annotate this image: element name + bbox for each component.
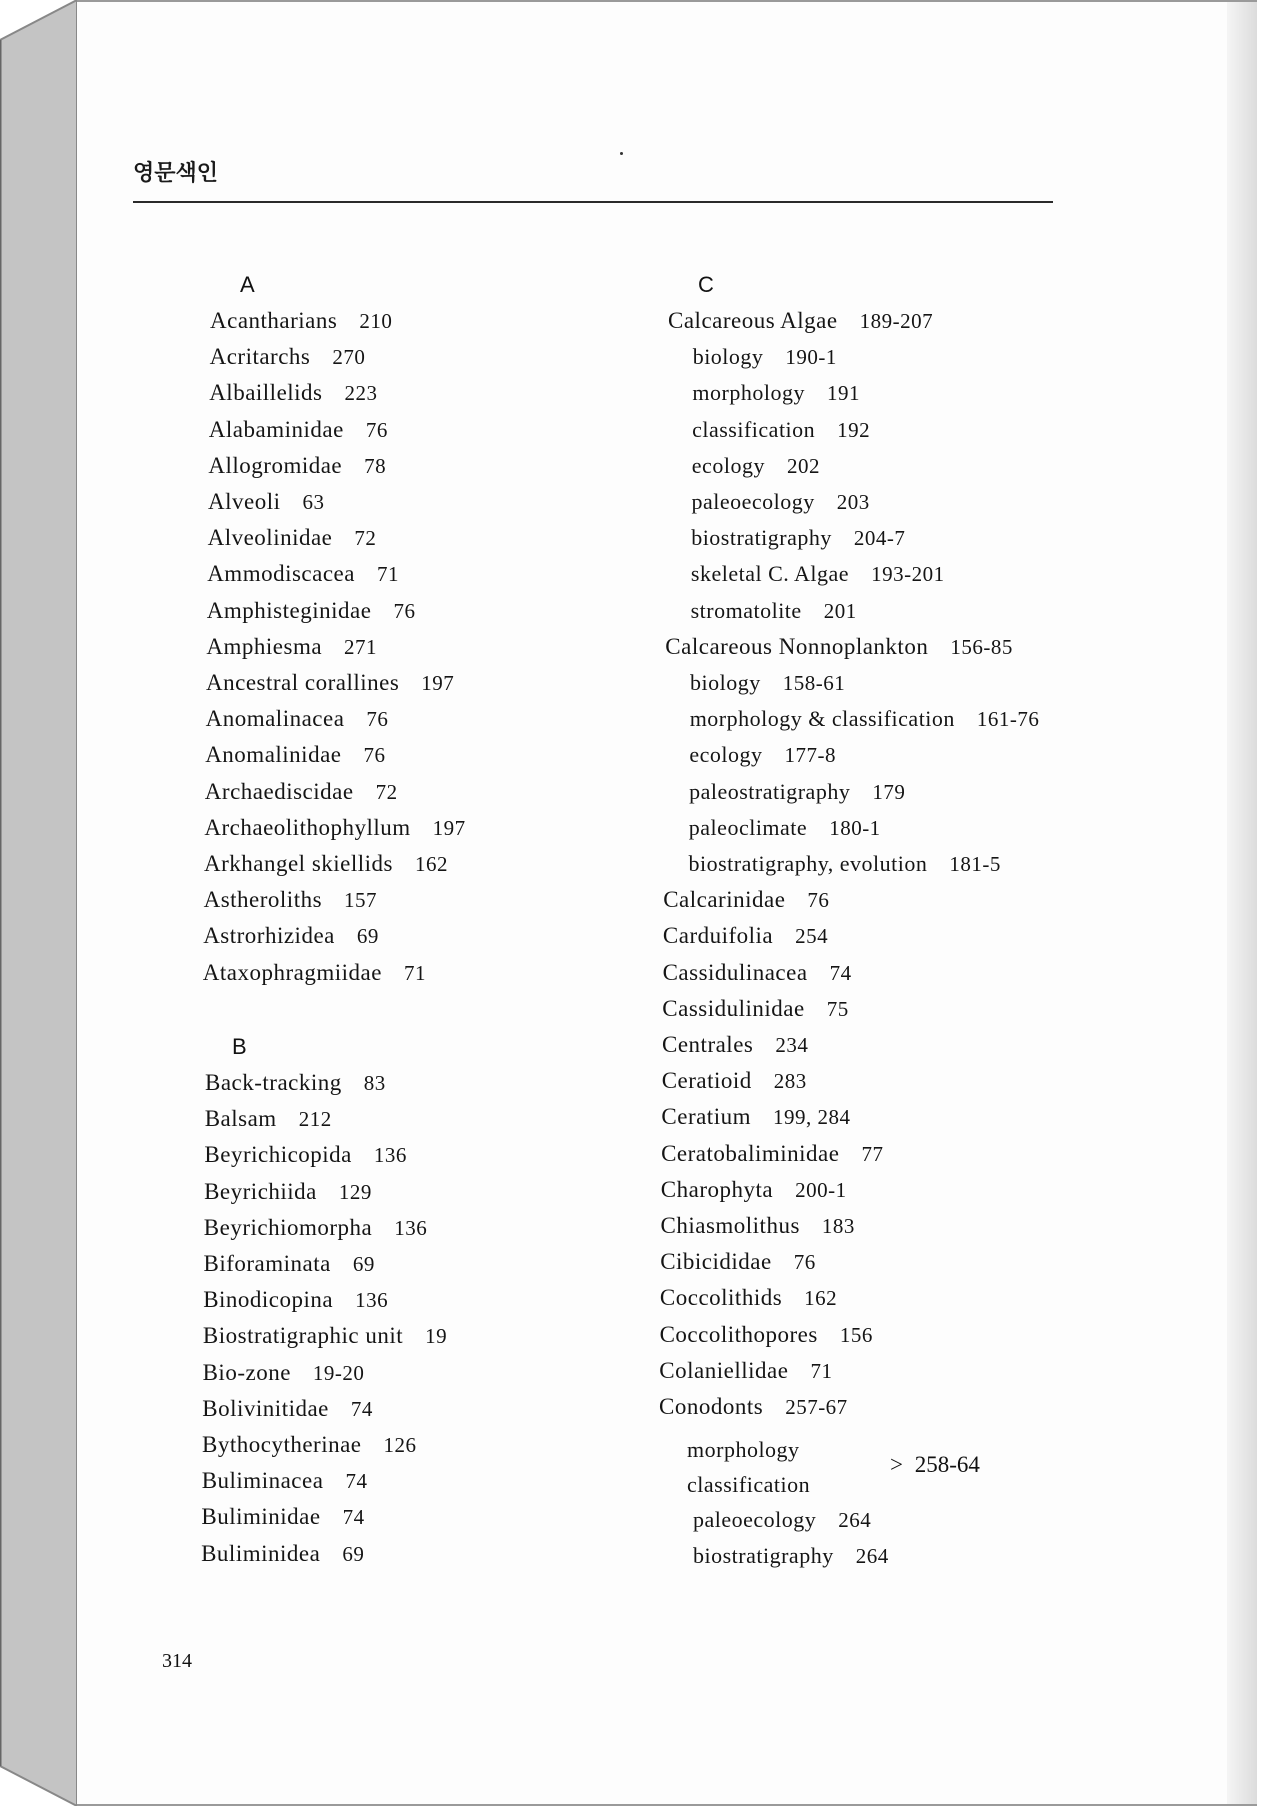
- index-subentry: [689, 815, 881, 841]
- index-term: Ancestral corallines: [206, 670, 400, 695]
- index-entry: [204, 1215, 427, 1241]
- index-term: Biforaminata: [203, 1251, 331, 1276]
- index-entry: [201, 1504, 364, 1530]
- index-term: Calcareous Nonnoplankton: [665, 633, 929, 659]
- index-term: Buliminacea: [201, 1468, 324, 1494]
- index-subentry: [693, 344, 837, 370]
- index-term: paleoecology: [693, 1507, 817, 1532]
- index-page-ref: 77: [861, 1141, 884, 1166]
- index-term: biostratigraphy, evolution: [688, 851, 928, 876]
- index-page-ref: 19: [425, 1324, 448, 1349]
- index-term: Allogromidae: [208, 452, 343, 478]
- header-divider: [133, 201, 1053, 203]
- index-term: Amphiesma: [206, 633, 323, 659]
- index-page-ref: 234: [775, 1033, 809, 1057]
- print-speck: [620, 152, 623, 155]
- index-term: Back-tracking: [205, 1070, 342, 1095]
- index-term: Cibicididae: [660, 1249, 772, 1275]
- index-page-ref: 264: [855, 1544, 889, 1569]
- index-entry: [202, 1396, 373, 1422]
- index-subentry: [689, 742, 836, 768]
- index-page-ref: 76: [365, 417, 388, 442]
- index-entry: [205, 742, 385, 768]
- index-entry: [205, 779, 398, 805]
- index-entry: [203, 1323, 447, 1349]
- index-entry: [208, 453, 386, 479]
- index-page-ref: 270: [332, 345, 366, 370]
- index-term: Acritarchs: [209, 344, 311, 370]
- index-entry: [203, 960, 426, 986]
- index-subentry: [689, 851, 1001, 877]
- section-letter-a: A: [240, 272, 255, 297]
- index-page-ref: 202: [786, 453, 820, 478]
- index-entry: [203, 1360, 365, 1386]
- index-entry: [208, 525, 377, 551]
- index-page-ref: 204-7: [853, 526, 906, 551]
- index-page-ref: 283: [773, 1069, 807, 1094]
- index-page-ref: 75: [826, 996, 849, 1021]
- index-term: Ceratium: [661, 1104, 751, 1130]
- index-subentry: [692, 380, 860, 406]
- index-entry: [663, 960, 852, 986]
- index-entry: [659, 1358, 832, 1384]
- index-entry: [204, 1179, 372, 1205]
- index-subentry: [693, 1507, 871, 1533]
- index-entry: [662, 1032, 808, 1058]
- index-entry: [209, 380, 377, 406]
- index-term: Cassidulinidae: [662, 995, 805, 1021]
- index-term: ecology: [689, 742, 763, 768]
- index-term: biostratigraphy: [691, 525, 832, 551]
- index-page-ref: 197: [432, 815, 466, 840]
- index-term: paleoecology: [691, 489, 815, 514]
- index-entry: [663, 887, 829, 913]
- index-term: Coccolithopores: [659, 1321, 818, 1347]
- index-page-ref: 193-201: [871, 562, 945, 587]
- index-entry: [659, 1394, 848, 1420]
- index-entry: [660, 1285, 837, 1311]
- index-page-ref: 76: [793, 1250, 816, 1275]
- index-page-ref: 183: [821, 1214, 855, 1238]
- index-term: Colaniellidae: [659, 1357, 789, 1383]
- index-page-ref: 180-1: [829, 815, 881, 840]
- index-subentry: [690, 670, 845, 696]
- index-entry: [206, 706, 389, 732]
- index-term: Coccolithids: [659, 1285, 783, 1311]
- index-entry: [660, 1322, 873, 1348]
- section-letter-b: B: [232, 1034, 247, 1059]
- index-subentry: [692, 489, 870, 515]
- index-entry: [661, 1213, 855, 1239]
- index-page-ref: 158-61: [782, 671, 846, 695]
- index-subentry: [691, 525, 905, 551]
- index-term: Anomalinidae: [205, 742, 342, 768]
- grouped-page-ref: > 258-64: [890, 1452, 980, 1477]
- index-subentry: [691, 561, 945, 587]
- index-page-ref: 212: [298, 1107, 332, 1132]
- index-term: Archaeolithophyllum: [204, 814, 411, 840]
- index-term: Amphisteginidae: [206, 597, 372, 623]
- index-page-ref: 162: [415, 852, 448, 876]
- index-term: Calcarinidae: [663, 887, 786, 913]
- index-term: Beyrichiomorpha: [203, 1214, 373, 1240]
- index-term: Buliminidae: [201, 1504, 321, 1530]
- index-page-ref: 192: [837, 417, 871, 442]
- index-page-ref: 197: [421, 671, 455, 695]
- index-entry: [662, 1068, 807, 1094]
- index-page-ref: 161-76: [976, 707, 1040, 732]
- index-page-ref: 199, 284: [772, 1105, 851, 1130]
- index-term: Centrales: [662, 1032, 754, 1057]
- index-page-ref: 189-207: [859, 309, 934, 333]
- index-term: Balsam: [204, 1106, 277, 1132]
- index-term: Alabaminidae: [208, 416, 344, 442]
- index-page-ref: 203: [836, 490, 870, 514]
- index-term: Alveolinidae: [207, 525, 333, 551]
- index-page-ref: 191: [826, 381, 860, 406]
- index-term: Anomalinacea: [205, 706, 345, 732]
- index-term: Acantharians: [210, 308, 338, 333]
- index-term: Chiasmolithus: [660, 1213, 800, 1238]
- index-term: Calcareous Algae: [668, 308, 838, 333]
- index-entry: [665, 634, 1013, 660]
- index-term: stromatolite: [690, 597, 802, 623]
- index-entry: [202, 1468, 368, 1494]
- index-subentry-morphology: morphology: [687, 1437, 800, 1462]
- index-term: Arkhangel skiellids: [204, 851, 393, 876]
- index-entry: [207, 598, 416, 624]
- index-subentry: [692, 453, 820, 479]
- index-entry: [668, 308, 933, 334]
- index-subentry: [692, 417, 870, 443]
- index-page-ref: 271: [344, 634, 378, 659]
- index-term: Alveoli: [208, 489, 281, 514]
- index-term: Cassidulinacea: [662, 959, 808, 985]
- index-term: Bio-zone: [202, 1359, 291, 1385]
- index-term: Binodicopina: [203, 1287, 334, 1313]
- index-page-ref: 157: [344, 888, 378, 913]
- index-term: Carduifolia: [662, 923, 774, 949]
- page-title: 영문색인: [133, 161, 219, 186]
- index-entry: [662, 996, 848, 1022]
- index-entry: [205, 1106, 332, 1132]
- index-page-ref: 181-5: [949, 852, 1001, 876]
- index-entry: [210, 344, 366, 370]
- index-page-ref: 71: [810, 1358, 833, 1383]
- index-term: Bolivinitidae: [202, 1395, 329, 1421]
- index-page-ref: 76: [807, 888, 830, 913]
- index-entry: [204, 815, 465, 841]
- index-entry: [663, 923, 828, 949]
- index-entry: [204, 1251, 375, 1277]
- index-page-ref: 71: [376, 562, 399, 587]
- index-entry: [210, 308, 392, 334]
- index-term: Charophyta: [660, 1176, 774, 1202]
- index-subentry-classification: classification: [687, 1472, 811, 1497]
- index-term: Buliminidea: [201, 1540, 321, 1566]
- index-page-ref: 72: [375, 779, 398, 804]
- index-term: Archaediscidae: [204, 778, 354, 804]
- index-subentry: [691, 598, 857, 624]
- index-page-ref: 257-67: [785, 1395, 848, 1419]
- index-term: Albaillelids: [209, 380, 323, 406]
- index-page-ref: 76: [363, 743, 386, 768]
- index-page-ref: 69: [342, 1541, 365, 1566]
- index-term: Ammodiscacea: [207, 561, 355, 587]
- index-page-ref: 63: [302, 490, 325, 514]
- index-term: Beyrichiida: [204, 1178, 317, 1204]
- index-page-ref: 136: [355, 1288, 389, 1313]
- index-page-ref: 69: [352, 1252, 375, 1276]
- index-page-ref: 129: [338, 1179, 372, 1204]
- index-page-ref: 162: [804, 1286, 838, 1311]
- index-entry: [203, 1287, 388, 1313]
- index-term: biology: [692, 344, 764, 370]
- index-entry: [202, 1432, 417, 1458]
- index-page-ref: 156-85: [950, 634, 1013, 659]
- index-page-ref: 78: [364, 453, 387, 478]
- index-term: Biostratigraphic unit: [202, 1323, 404, 1349]
- index-entry: [208, 489, 325, 515]
- index-entry: [661, 1104, 850, 1130]
- index-page-ref: 83: [363, 1071, 386, 1095]
- index-entry: [204, 851, 448, 877]
- index-entry: [203, 923, 379, 949]
- index-term: Ceratobaliminidae: [661, 1140, 840, 1166]
- index-entry: [660, 1249, 816, 1275]
- index-page-ref: 210: [359, 309, 393, 333]
- section-letter-c: C: [698, 272, 714, 297]
- index-entry: [204, 1142, 407, 1168]
- page-number: 314: [162, 1650, 192, 1672]
- index-term: Astheroliths: [203, 887, 323, 913]
- index-page-ref: 74: [345, 1469, 368, 1494]
- index-page-ref: 72: [354, 526, 377, 551]
- index-page-ref: 264: [838, 1508, 872, 1532]
- index-page-ref: 76: [366, 707, 389, 732]
- index-page-ref: 156: [839, 1322, 873, 1347]
- index-term: Ataxophragmiidae: [202, 959, 382, 985]
- index-term: biostratigraphy: [693, 1543, 834, 1569]
- index-page-ref: 76: [393, 598, 416, 623]
- index-page-ref: 201: [823, 598, 857, 623]
- index-term: Conodonts: [659, 1394, 764, 1419]
- index-term: morphology & classification: [689, 706, 955, 732]
- index-page-ref: 254: [795, 924, 829, 949]
- index-entry: [661, 1141, 883, 1167]
- index-page-ref: 179: [872, 779, 906, 804]
- index-page-ref: 69: [356, 924, 379, 949]
- index-page-ref: 126: [383, 1433, 417, 1457]
- index-page-ref: 223: [344, 381, 378, 406]
- index-term: Bythocytherinae: [202, 1432, 362, 1457]
- index-entry: [207, 561, 399, 587]
- index-page-ref: 136: [394, 1215, 428, 1240]
- index-page-ref: 74: [342, 1505, 365, 1530]
- index-page-ref: 136: [373, 1143, 407, 1168]
- index-subentry: [690, 706, 1040, 732]
- index-term: morphology: [692, 380, 805, 406]
- index-entry: [206, 670, 454, 696]
- index-term: ecology: [691, 452, 765, 478]
- index-page-ref: 71: [403, 960, 426, 985]
- index-page-ref: 200-1: [795, 1177, 847, 1202]
- page-edge: [1227, 2, 1257, 1804]
- index-subentry: [689, 779, 905, 805]
- index-entry: [201, 1541, 364, 1567]
- index-term: Beyrichicopida: [204, 1142, 352, 1168]
- index-entry: [206, 634, 377, 660]
- index-term: Astrorhizidea: [203, 923, 335, 949]
- index-page-ref: 74: [350, 1396, 373, 1421]
- index-term: classification: [692, 416, 816, 442]
- index-page-ref: 19-20: [312, 1360, 365, 1385]
- index-entry: [661, 1177, 847, 1203]
- index-entry: [205, 1070, 386, 1096]
- index-page-ref: 74: [829, 960, 852, 985]
- index-entry: [204, 887, 377, 913]
- index-page-ref: 190-1: [785, 345, 837, 370]
- index-page-ref: 177-8: [784, 743, 837, 768]
- index-term: paleostratigraphy: [689, 778, 851, 804]
- index-term: skeletal C. Algae: [690, 561, 850, 587]
- index-term: Ceratioid: [661, 1068, 752, 1094]
- index-subentry: [693, 1543, 889, 1569]
- index-term: paleoclimate: [688, 814, 808, 840]
- index-entry: [209, 417, 388, 443]
- index-term: biology: [690, 670, 761, 695]
